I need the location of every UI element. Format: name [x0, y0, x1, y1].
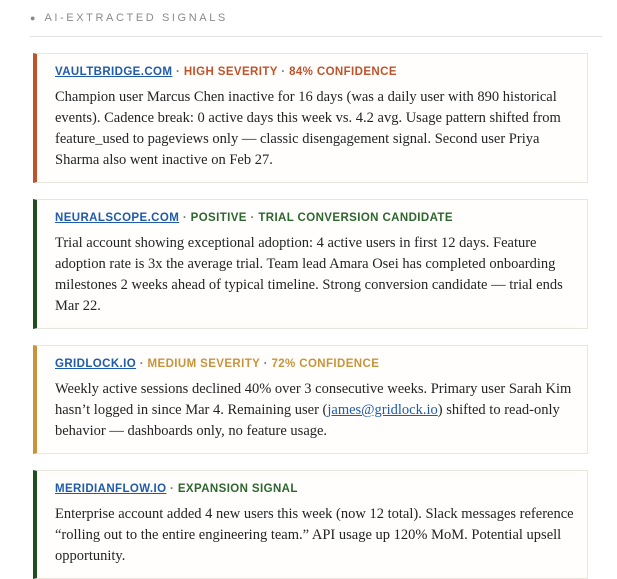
separator-dot: · — [246, 212, 259, 224]
separator-dot: · — [170, 483, 178, 495]
email-link[interactable]: james@gridlock.io — [327, 402, 438, 418]
signal-card-header — [55, 482, 579, 497]
signal-text: ) shifted to read-only behavior — dashboards only, no feature usage. — [55, 402, 560, 439]
section-divider — [30, 36, 602, 37]
status-label: 84% CONFIDENCE — [289, 66, 397, 78]
section-title: AI-EXTRACTED SIGNALS — [44, 12, 228, 24]
separator-dot: · — [182, 212, 191, 224]
signal-text: Enterprise account added 4 new users this week (now 12 total). Slack messages reference “rolling out to the entire engineering team.” API usage up 120% MoM. Potential upsell opportunity. — [55, 506, 574, 564]
bullet-icon: ● — [30, 12, 36, 23]
signal-text: Trial account showing exceptional adoption: 4 active users in first 12 days. Feature adoption rate is 3x the average trial. Team lead Amara Osei has completed onboarding milestones 2 weeks ahead of typical timeline. Strong conversion candidate — trial ends Mar 22. — [55, 235, 563, 314]
account-domain-link[interactable]: MERIDIANFLOW.IO — [55, 483, 167, 495]
signal-text: Weekly active sessions declined 40% over 3 consecutive weeks. Primary user Sarah Kim hasn’t logged in since Mar 4. Remaining user ( — [55, 381, 572, 418]
separator-dot: · — [139, 358, 148, 370]
signal-description — [55, 233, 579, 317]
status-label: 72% CONFIDENCE — [271, 358, 380, 370]
signal-card-header — [55, 357, 579, 372]
separator-dot: · — [175, 66, 184, 78]
signal-cards — [33, 53, 617, 579]
signal-card — [33, 53, 588, 183]
signal-card-header — [55, 211, 579, 226]
signal-card — [33, 199, 588, 329]
signal-description — [55, 504, 579, 567]
signal-text: Champion user Marcus Chen inactive for 16 days (was a daily user with 890 historical events). Cadence break: 0 active days this week vs. 4.2 avg. Usage pattern shifted from feature_used to pageviews only — classic disengagement signal. Second user Priya Sharma also went inactive on Feb 27. — [55, 89, 561, 168]
separator-dot: · — [260, 358, 272, 370]
status-label: MEDIUM SEVERITY — [147, 358, 261, 370]
separator-dot: · — [277, 66, 290, 78]
signal-card — [33, 470, 588, 579]
account-domain-link[interactable]: NEURALSCOPE.COM — [55, 212, 180, 224]
account-domain-link[interactable]: GRIDLOCK.IO — [55, 358, 137, 370]
status-label: POSITIVE — [190, 212, 247, 224]
account-domain-link[interactable]: VAULTBRIDGE.COM — [55, 66, 173, 78]
signal-card — [33, 345, 588, 454]
status-label: HIGH SEVERITY — [183, 66, 278, 78]
signal-description — [55, 379, 579, 442]
signal-description — [55, 87, 579, 171]
section-header — [30, 12, 617, 24]
status-label: EXPANSION SIGNAL — [177, 483, 298, 495]
status-label: TRIAL CONVERSION CANDIDATE — [258, 212, 453, 224]
signal-card-header — [55, 65, 579, 80]
